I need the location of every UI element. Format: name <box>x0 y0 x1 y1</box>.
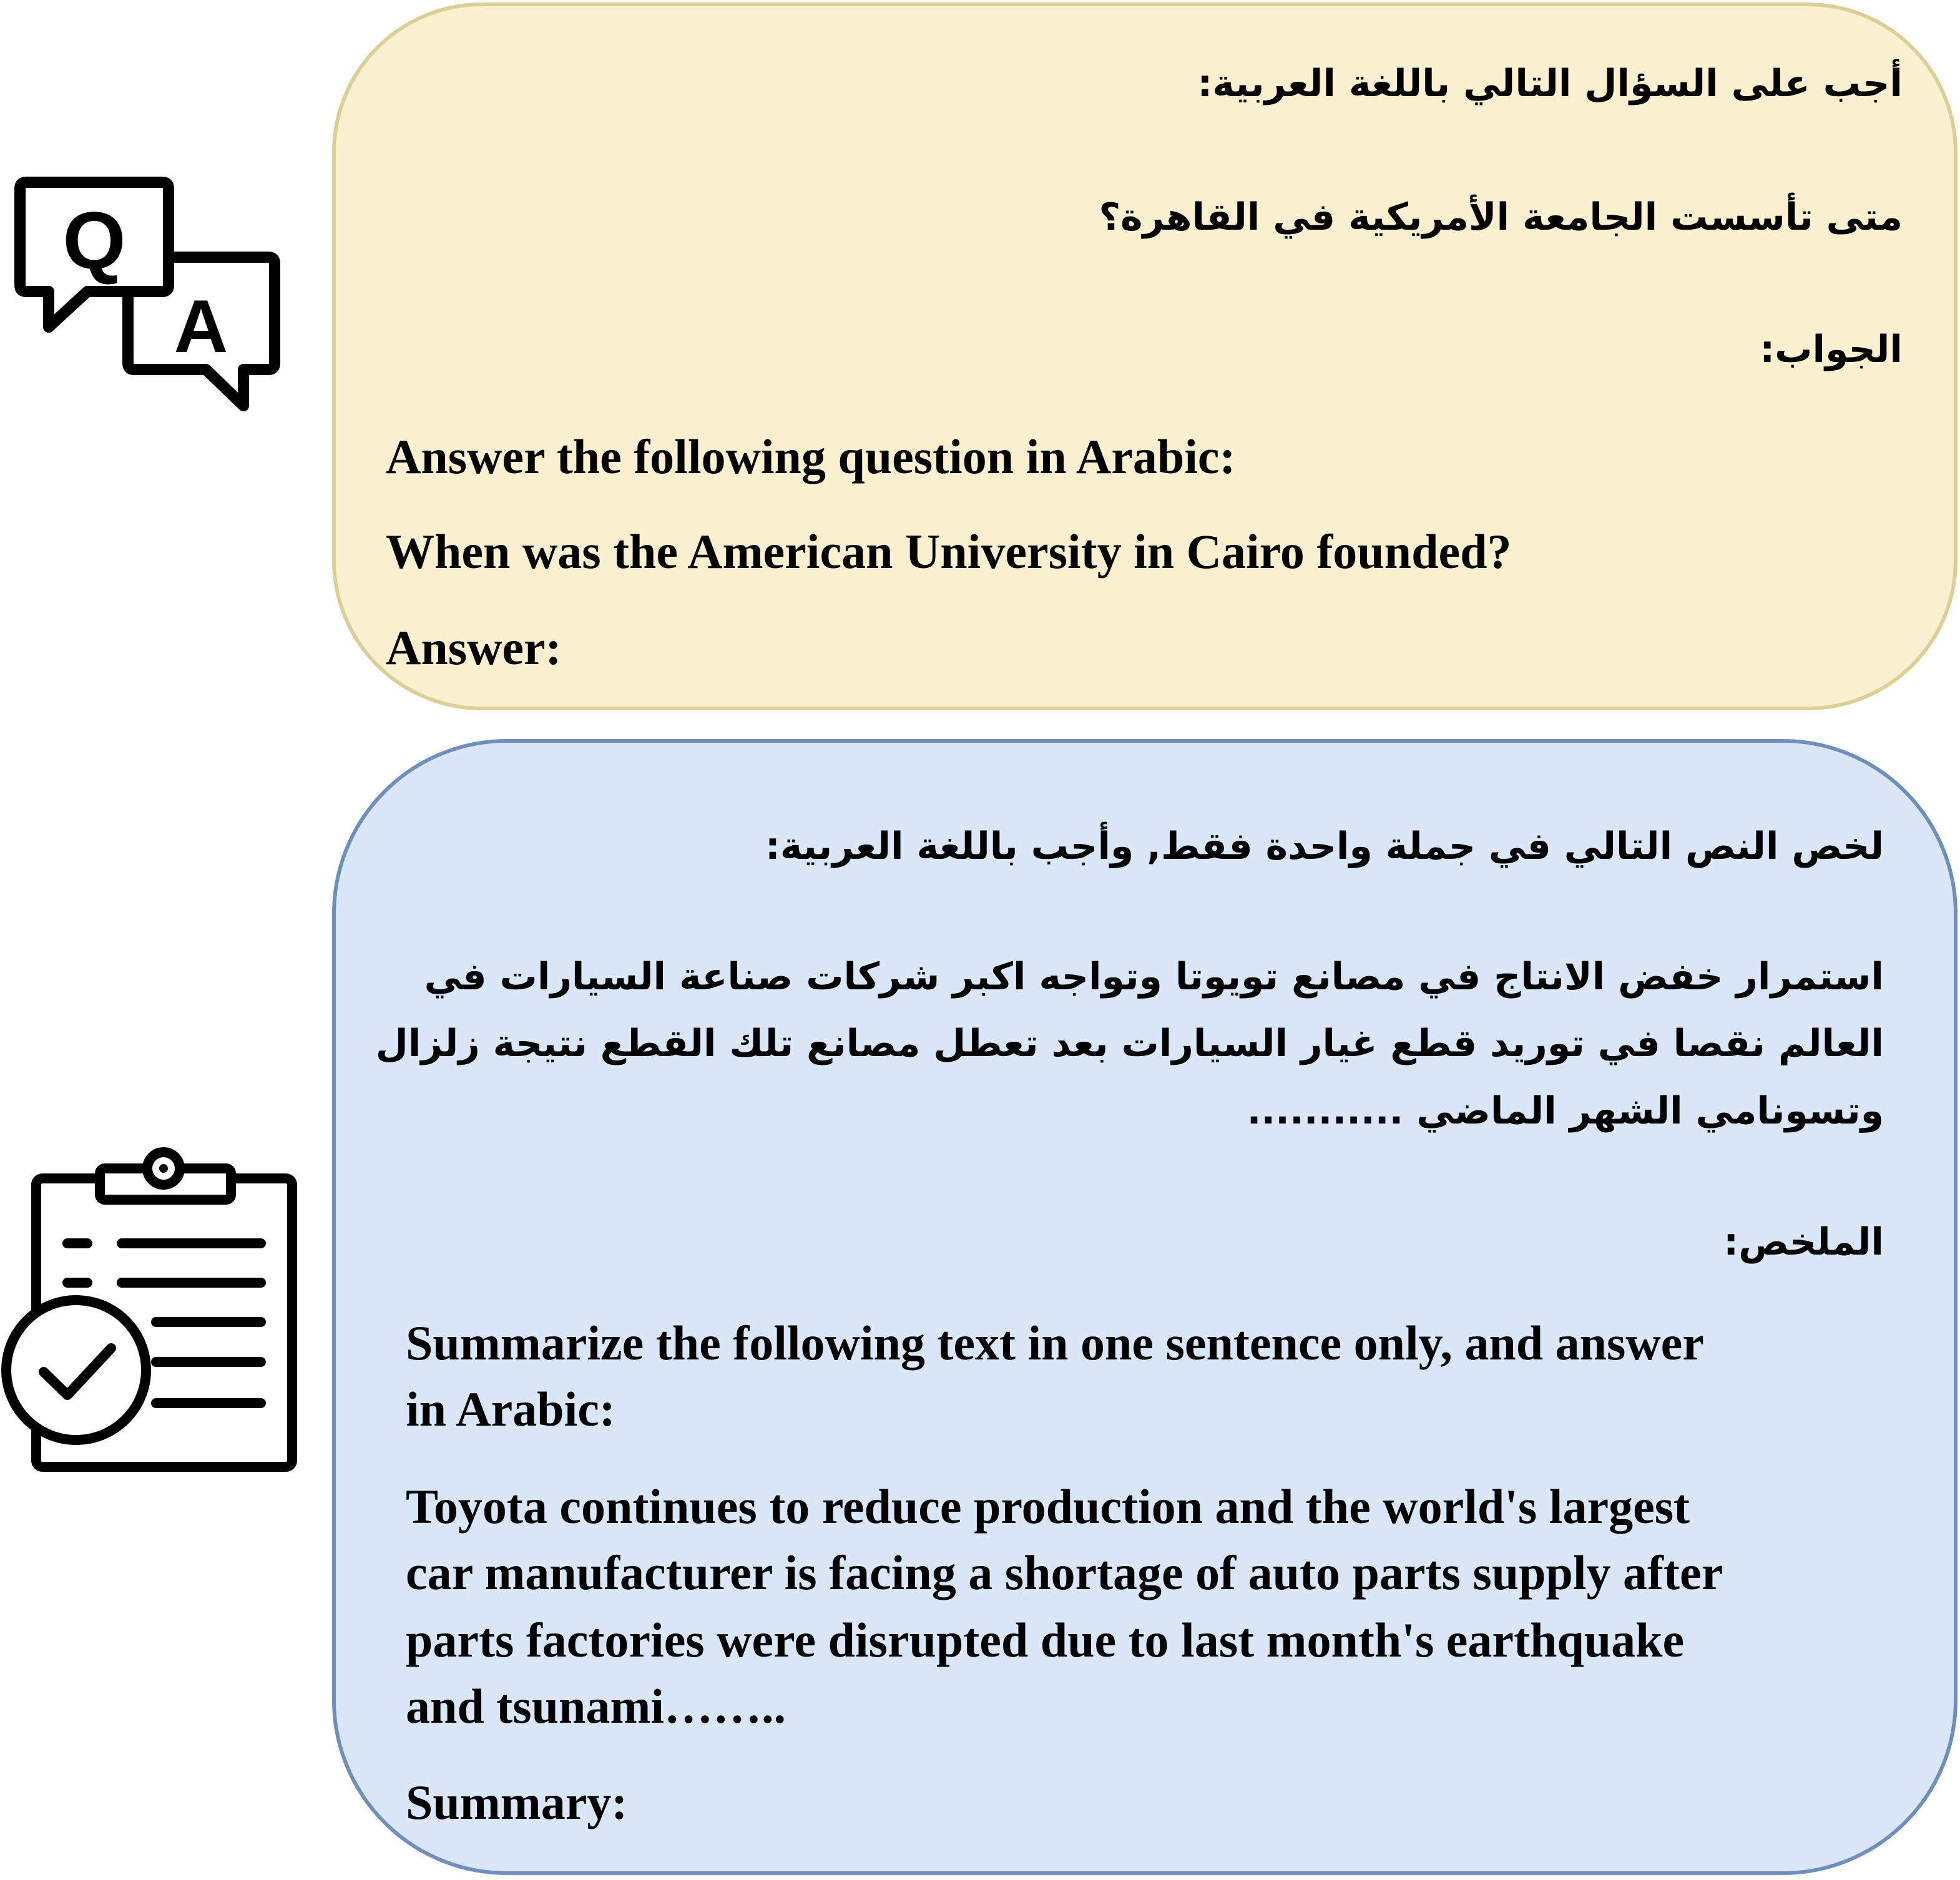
sum-english-text-line: parts factories were disrupted due to last month's earthquake <box>406 1613 1685 1667</box>
q-letter: Q <box>62 195 126 286</box>
sum-english-text-line: car manufacturer is facing a shortage of auto parts supply after <box>406 1545 1723 1600</box>
qa-english-instruction: Answer the following question in Arabic: <box>386 429 1236 484</box>
qa-arabic-question: متى تأسست الجامعة الأمريكية في القاهرة؟ <box>1099 195 1903 239</box>
qa-english-question: When was the American University in Cairo founded? <box>386 524 1512 579</box>
sum-english-instruction-line: Summarize the following text in one sentence only, and answer <box>406 1316 1704 1370</box>
sum-english-instruction-line: in Arabic: <box>406 1382 615 1436</box>
sum-english-text-line: Toyota continues to reduce production and the world's largest <box>406 1479 1690 1534</box>
sum-arabic-text-line: وتسونامي الشهر الماضي ........... <box>1247 1089 1884 1133</box>
sum-arabic-text-line: استمرار خفض الانتاج في مصانع تويوتا وتواجه اكبر شركات صناعة السيارات في <box>424 955 1884 999</box>
qa-arabic-answer-label: الجواب: <box>1760 328 1903 371</box>
qa-chat-bubbles-icon <box>12 176 287 419</box>
sum-arabic-summary-label: الملخص: <box>1723 1220 1884 1264</box>
qa-arabic-instruction: أجب على السؤال التالي باللغة العربية: <box>1197 62 1903 105</box>
a-letter: A <box>174 285 228 368</box>
sum-arabic-instruction: لخص النص التالي في جملة واحدة فقط, وأجب باللغة العربية: <box>765 825 1884 868</box>
sum-english-summary-label: Summary: <box>406 1775 628 1829</box>
sum-english-text-line: and tsunami…….. <box>406 1679 786 1733</box>
qa-english-answer-label: Answer: <box>386 620 562 675</box>
sum-arabic-text-line: العالم نقصا في توريد قطع غيار السيارات بعد تعطل مصانع تلك القطع نتيجة زلزال <box>375 1022 1884 1065</box>
clipboard-check-icon <box>0 1142 300 1473</box>
